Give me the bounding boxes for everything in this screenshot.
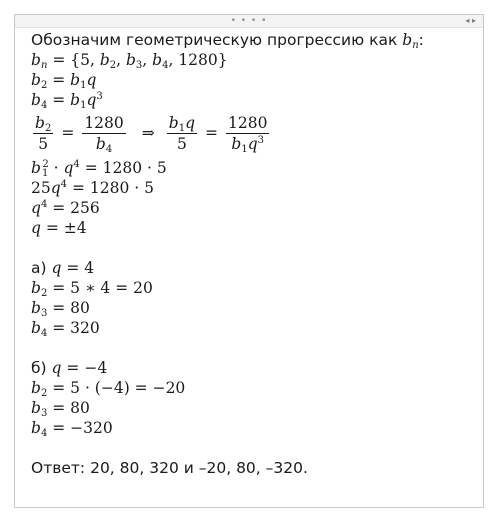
drag-handle-icon[interactable]: • • • • [230,16,268,26]
intro-text: Обозначим геометрическую прогрессию как [31,31,398,49]
case-b-b3: $b_3 = 80$ [31,399,90,419]
case-a-b4: $b_4 = 320$ [31,319,100,339]
equation-step-2: $25q^4 = 1280 \cdot 5$ [31,179,154,197]
case-a-header: а) q = 4 [31,259,95,277]
case-b-label: б) [31,359,47,377]
card-toolbar [15,15,483,28]
sequence-definition: $b_n = \{5$, $b_2$, $b_3$, $b_4$, 1280} [31,51,228,71]
fraction-equations: $\frac{b_2}{5}$ = $\frac{1280}{b_4}$ ⇒ $\frac{b_1q}{5}$ = $\frac{1280}{b_1q^3}$ [35,113,268,155]
answer-card [14,14,484,508]
equation-step-4: q = ±4 [31,219,87,237]
formula-b4: $b_4 = b_1q^3$ [31,91,103,111]
case-a-b2: $b_2 = 5$ ∗ 4 = 20 [31,279,153,299]
case-a-b3: $b_3 = 80$ [31,299,90,319]
answer-line: Ответ: 20, 80, 320 и –20, 80, –320. [31,459,308,477]
case-b-header: б) q = −4 [31,359,108,377]
resize-arrows-icon[interactable]: ◂ ▸ [465,16,476,25]
intro-line: Обозначим геометрическую прогрессию как $b_n$: [31,31,424,51]
case-b-b4: $b_4 = -320$ [31,419,113,439]
case-b-b2: $b_2 = 5 \cdot (-4) = -20$ [31,379,186,399]
solution-text [31,30,473,478]
equation-step-1: $b_1^2 \cdot q^4 = 1280 \cdot 5$ [31,159,167,179]
case-a-label: а) [31,259,47,277]
formula-b2: $b_2 = b_1q$ [31,71,97,91]
equation-step-3: $q^4 = 256$ [31,199,100,217]
